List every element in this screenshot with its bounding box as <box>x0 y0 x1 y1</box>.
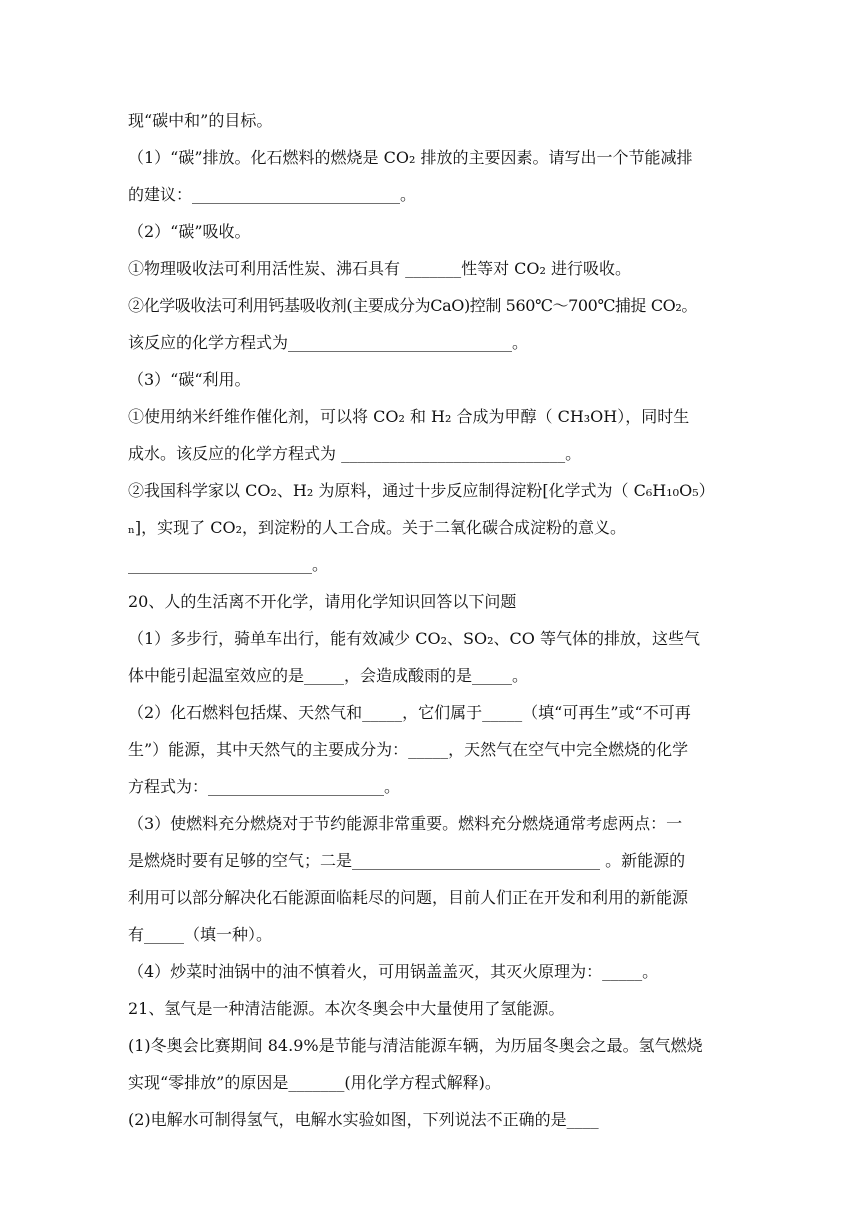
text-line: （1）多步行，骑单车出行，能有效减少 CO₂、SO₂、CO 等气体的排放，这些气 <box>128 629 700 648</box>
text-line: ₙ]，实现了 CO₂，到淀粉的人工合成。关于二氧化碳合成淀粉的意义。 <box>128 518 627 537</box>
text-line: （2）“碳”吸收。 <box>128 222 251 241</box>
text-line: 有_____（填一种）。 <box>128 925 273 944</box>
question-21-title: 21、氢气是一种清洁能源。本次冬奥会中大量使用了氢能源。 <box>128 999 565 1018</box>
text-line: 是燃烧时要有足够的空气；二是_______________________________ 。新能源的 <box>128 851 686 870</box>
text-line: （1）“碳”排放。化石燃料的燃烧是 CO₂ 排放的主要因素。请写出一个节能减排 <box>128 148 693 167</box>
text-line: ①使用纳米纤维作催化剂，可以将 CO₂ 和 H₂ 合成为甲醇（ CH₃OH），同时生 <box>128 407 690 426</box>
text-line: 该反应的化学方程式为____________________________。 <box>128 333 529 352</box>
text-line: （4）炒菜时油锅中的油不慎着火，可用锅盖盖灭，其灭火原理为：_____。 <box>128 962 659 981</box>
text-line: 体中能引起温室效应的是_____，会造成酸雨的是_____。 <box>128 666 529 685</box>
text-line: ②化学吸收法可利用钙基吸收剂(主要成分为CaO)控制 560℃～700℃捕捉 CO₂。 <box>128 296 698 315</box>
text-line: （3）“碳“利用。 <box>128 370 251 389</box>
text-line: （3）使燃料充分燃烧对于节约能源非常重要。燃料充分燃烧通常考虑两点：一 <box>128 814 683 833</box>
text-line: ②我国科学家以 CO₂、H₂ 为原料，通过十步反应制得淀粉[化学式为（ C₆H₁₀O₅） <box>128 481 715 500</box>
text-line: 利用可以部分解决化石能源面临耗尽的问题，目前人们正在开发和利用的新能源 <box>128 888 689 907</box>
text-line: (1)冬奥会比赛期间 84.9%是节能与清洁能源车辆，为历届冬奥会之最。氢气燃烧 <box>128 1036 703 1055</box>
text-line: 现“碳中和”的目标。 <box>128 111 273 130</box>
text-line: （2）化石燃料包括煤、天然气和_____，它们属于_____（填“可再生”或“不可再 <box>128 703 691 722</box>
text-line: 方程式为：______________________。 <box>128 777 401 796</box>
text-line: (2)电解水可制得氢气，电解水实验如图，下列说法不正确的是____ <box>128 1110 599 1129</box>
question-20-title: 20、人的生活离不开化学，请用化学知识回答以下问题 <box>128 592 517 611</box>
text-line: 成水。该反应的化学方程式为 ____________________________。 <box>128 444 582 463</box>
text-line: 的建议：__________________________。 <box>128 185 417 204</box>
text-line: 实现“零排放”的原因是_______(用化学方程式解释)。 <box>128 1073 501 1092</box>
text-line: 生”）能源，其中天然气的主要成分为：_____，天然气在空气中完全燃烧的化学 <box>128 740 689 759</box>
text-line: _______________________。 <box>128 555 329 574</box>
text-line: ①物理吸收法可利用活性炭、沸石具有 _______性等对 CO₂ 进行吸收。 <box>128 259 632 278</box>
